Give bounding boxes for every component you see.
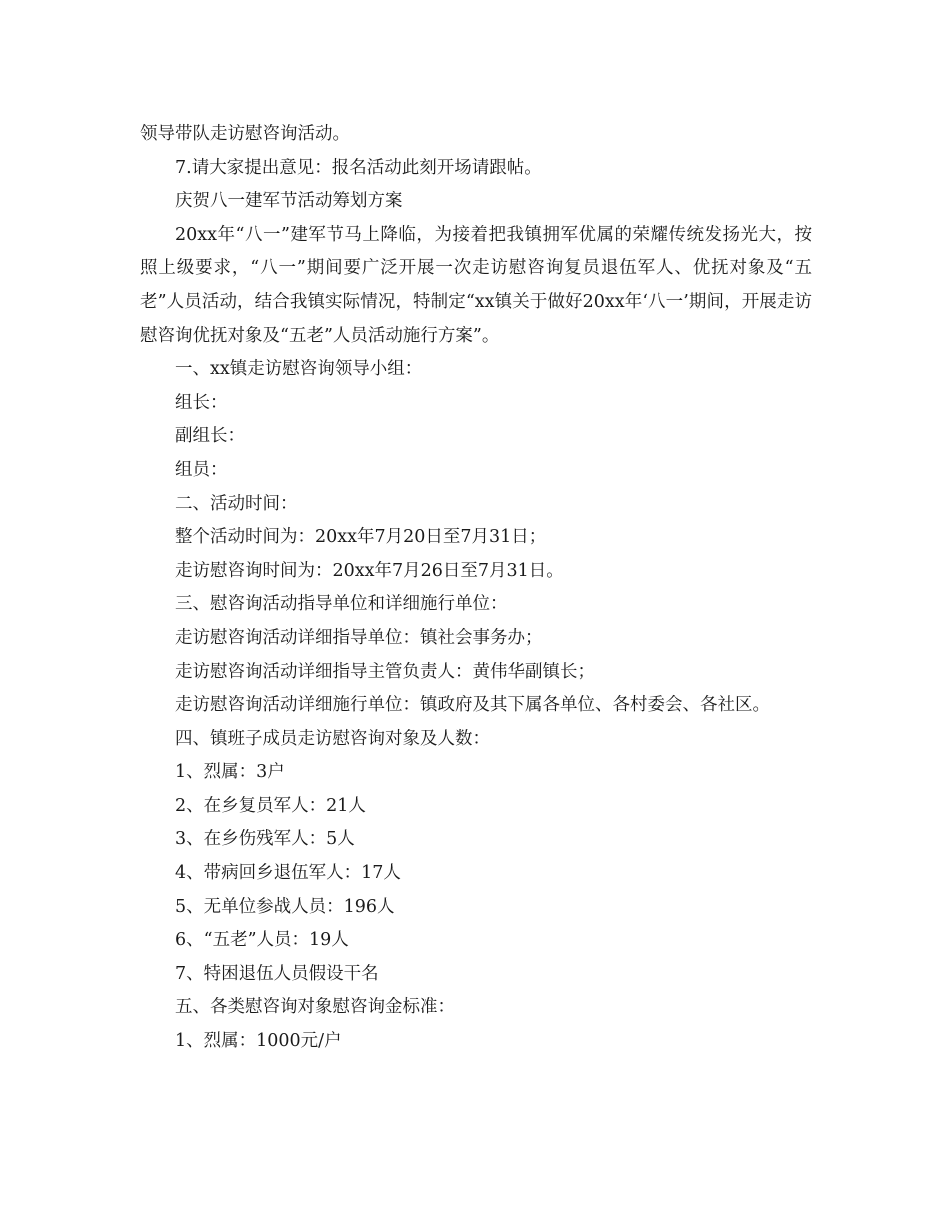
- text-line-members: 组员：: [175, 459, 228, 480]
- list-item: 1、烈属：1000元/户: [175, 1031, 342, 1052]
- list-item: 4、带病回乡退伍军人：17人: [175, 863, 401, 884]
- list-item: 1、烈属：3户: [175, 762, 285, 783]
- heading-condolence-standards: 五、各类慰咨询对象慰咨询金标准：: [175, 997, 455, 1018]
- text-line-implementing-unit: 走访慰咨询活动详细施行单位：镇政府及其下属各单位、各村委会、各社区。: [175, 695, 770, 716]
- heading-units: 三、慰咨询活动指导单位和详细施行单位：: [175, 594, 508, 615]
- text-line-visit-time: 走访慰咨询时间为：20xx年7月26日至7月31日。: [175, 560, 564, 581]
- list-item: 2、在乡复员军人：21人: [175, 795, 366, 816]
- list-item: 6、“五老”人员：19人: [175, 930, 349, 951]
- text-line-continuation: 领导带队走访慰咨询活动。: [140, 124, 350, 144]
- text-line-deputy-leader: 副组长：: [175, 426, 245, 447]
- section-title: 庆贺八一建军节活动筹划方案: [175, 191, 403, 212]
- text-line-guiding-unit: 走访慰咨询活动详细指导单位：镇社会事务办；: [175, 627, 543, 648]
- document-body: [140, 118, 812, 1059]
- heading-visit-targets: 四、镇班子成员走访慰咨询对象及人数：: [175, 728, 490, 749]
- text-line-item-7: 7.请大家提出意见：报名活动此刻开场请跟帖。: [175, 157, 542, 178]
- list-item: 3、在乡伤残军人：5人: [175, 829, 355, 850]
- heading-activity-time: 二、活动时间：: [175, 493, 298, 514]
- list-item: 7、特困退伍人员假设干名: [175, 963, 379, 984]
- text-line-leader: 组长：: [175, 392, 228, 413]
- heading-leadership-group: 一、xx镇走访慰咨询领导小组：: [175, 359, 423, 380]
- text-line-overall-time: 整个活动时间为：20xx年7月20日至7月31日；: [175, 527, 547, 548]
- text-line-responsible-person: 走访慰咨询活动详细指导主管负责人：黄伟华副镇长；: [175, 661, 595, 682]
- list-item: 5、无单位参战人员：196人: [175, 896, 395, 917]
- intro-paragraph: 20xx年“八一”建军节马上降临，为接着把我镇拥军优属的荣耀传统发扬光大，按照上级要求，“八一”期间要广泛开展一次走访慰咨询复员退伍军人、优抚对象及“五老”人员活动，结合我镇实际情况，特制定“xx镇关于做好20xx年‘八一’期间，开展走访慰咨询优抚对象及“五老”人员活动施行方案”。: [140, 224, 812, 346]
